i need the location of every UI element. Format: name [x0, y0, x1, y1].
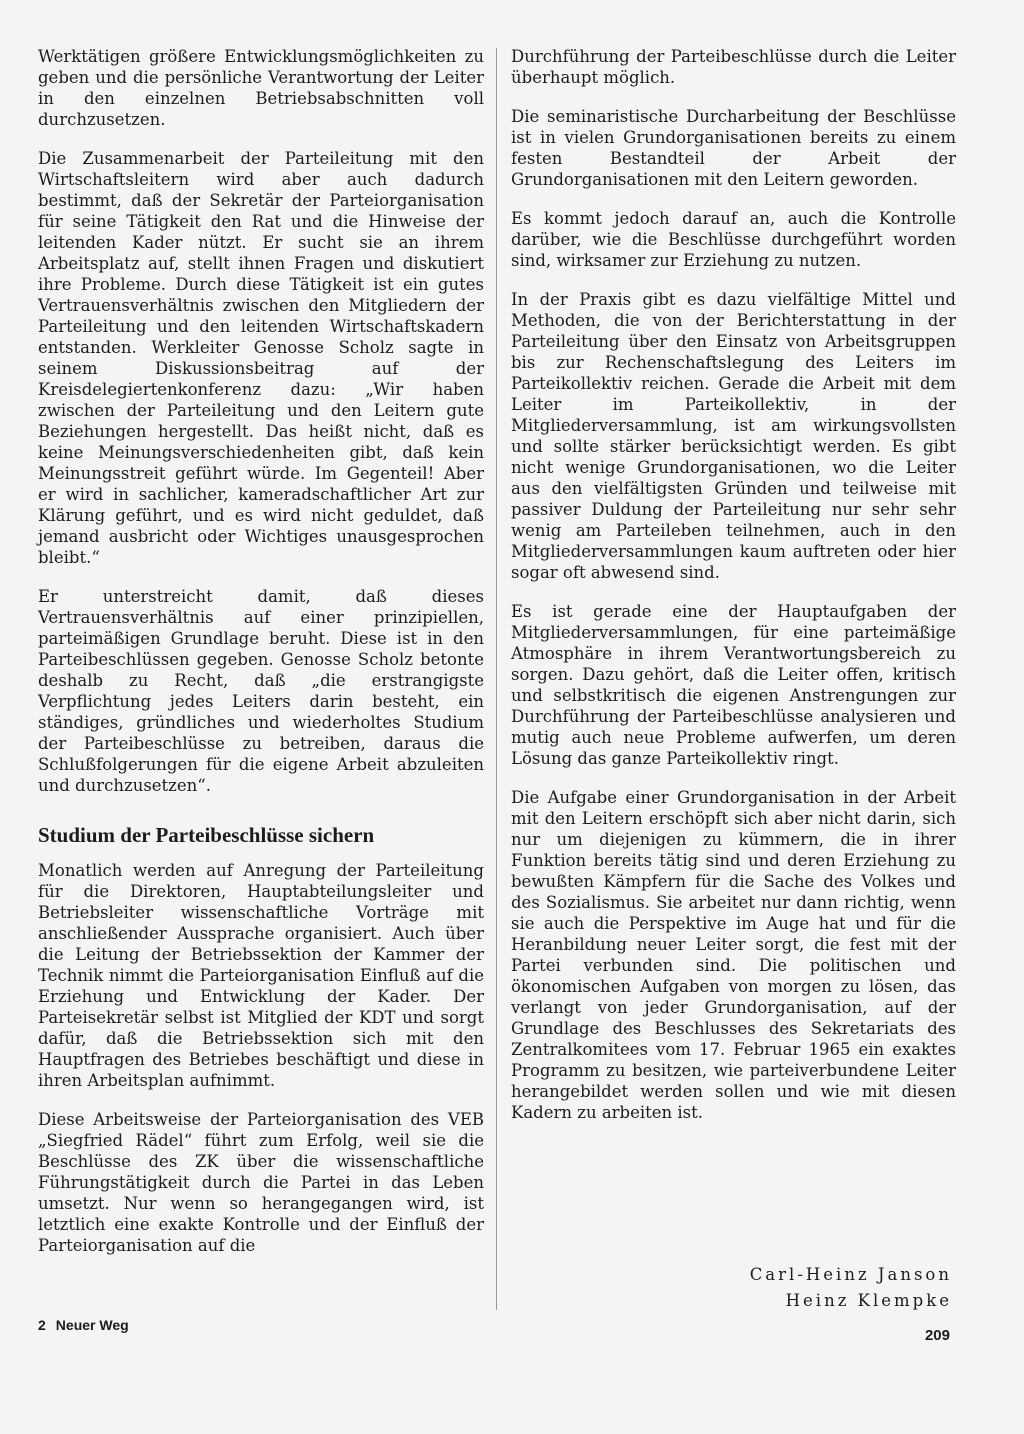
right-column: [511, 46, 956, 1141]
paragraph: Er unterstreicht damit, daß dieses Vertrauensverhältnis auf einer prinzipiellen, parteimäßigen Grundlage beruht. Diese ist in den Parteibeschlüssen gegeben. Genosse Scholz betonte deshalb zu Recht, daß „die erstrangigste Verpflichtung jedes Leiters darin besteht, ein ständiges, gründliches und wiederholtes Studium der Parteibeschlüsse zu betreiben, daraus die Schlußfolgerungen für die eigene Arbeit abzuleiten und durchzusetzen“.: [38, 587, 484, 795]
paragraph: In der Praxis gibt es dazu vielfältige Mittel und Methoden, die von der Berichterstattung in der Parteileitung über den Einsatz von Arbeitsgruppen bis zur Rechenschaftslegung des Leiters im Parteikollektiv reichen. Gerade die Arbeit mit dem Leiter im Parteikollektiv, in der Mitgliederversammlung, ist am wirkungsvollsten und sollte stärker berücksichtigt werden. Es gibt nicht wenige Grundorganisationen, wo die Leiter aus den vielfältigsten Gründen und teilweise mit passiver Duldung der Parteileitung nur sehr sehr wenig am Parteileben teilnehmen, auch in den Mitgliederversammlungen kaum auftreten oder hier sogar oft abwesend sind.: [511, 290, 956, 582]
paragraph: Es ist gerade eine der Hauptaufgaben der Mitgliederversammlungen, für eine parteimäßige Atmosphäre in ihrem Verantwortungsbereich zu sorgen. Dazu gehört, daß die Leiter offen, kritisch und selbstkritisch die eigenen Anstrengungen zur Durchführung der Parteibeschlüsse analysieren und mutig auch neue Probleme aufwerfen, um deren Lösung das ganze Parteikollektiv ringt.: [511, 602, 956, 768]
paragraph: Durchführung der Parteibeschlüsse durch die Leiter überhaupt möglich.: [511, 47, 956, 87]
footer-publication: [38, 1317, 129, 1333]
author-signature: [750, 1262, 952, 1314]
paragraph: Die Aufgabe einer Grundorganisation in der Arbeit mit den Leitern erschöpft sich aber nicht darin, sich nur um diejenigen zu kümmern, die in ihrer Funktion bereits tätig sind und deren Erziehung zu bewußten Kämpfern für die Sache des Volkes und des Sozialismus. Sie arbeitet nur dann richtig, wenn sie auch die Perspektive im Auge hat und für die Heranbildung neuer Leiter sorgt, die fest mit der Partei verbunden sind. Die politischen und ökonomischen Aufgaben von morgen zu lösen, das verlangt von jeder Grundorganisation, auf der Grundlage des Beschlusses des Sekretariats des Zentralkomitees vom 17. Februar 1965 ein exaktes Programm zu besitzen, wie parteiverbundene Leiter herangebildet werden sollen und wie mit diesen Kadern zu arbeiten ist.: [511, 788, 956, 1122]
paragraph: Die seminaristische Durcharbeitung der Beschlüsse ist in vielen Grundorganisationen bereits zu einem festen Bestandteil der Arbeit der Grundorganisationen mit den Leitern geworden.: [511, 107, 956, 189]
author-name: Heinz Klempke: [785, 1291, 952, 1310]
page-number: 209: [924, 1327, 950, 1344]
paragraph: Werktätigen größere Entwicklungsmöglichkeiten zu geben und die persönliche Verantwortung der Leiter in den einzelnen Betriebsabschnitten voll durchzusetzen.: [38, 47, 484, 129]
signature-mark: 2: [38, 1317, 46, 1333]
paragraph: Diese Arbeitsweise der Parteiorganisation des VEB „Siegfried Rädel“ führt zum Erfolg, weil sie die Beschlüsse des ZK über die wissenschaftliche Führungstätigkeit durch die Partei in das Leben umsetzt. Nur wenn so herangegangen wird, ist letztlich eine exakte Kontrolle und der Einfluß der Parteiorganisation auf die: [38, 1110, 484, 1255]
column-divider: [496, 48, 497, 1310]
paragraph: Es kommt jedoch darauf an, auch die Kontrolle darüber, wie die Beschlüsse durchgeführt worden sind, wirksamer zur Erziehung zu nutzen.: [511, 209, 956, 270]
section-heading: Studium der Parteibeschlüsse sichern: [38, 823, 375, 847]
paragraph: Monatlich werden auf Anregung der Parteileitung für die Direktoren, Hauptabteilungsleiter und Betriebsleiter wissenschaftliche Vorträge mit anschließender Aussprache organisiert. Auch über die Leitung der Betriebssektion der Kammer der Technik nimmt die Parteiorganisation Einfluß auf die Erziehung und Entwicklung der Kader. Der Parteisekretär selbst ist Mitglied der KDT und sorgt dafür, daß die Betriebssektion sich mit den Hauptfragen des Betriebes beschäftigt und diese in ihren Arbeitsplan aufnimmt.: [38, 861, 484, 1090]
publication-name: Neuer Weg: [55, 1317, 129, 1333]
paragraph: Die Zusammenarbeit der Parteileitung mit den Wirtschaftsleitern wird aber auch dadurch bestimmt, daß der Sekretär der Parteiorganisation für seine Tätigkeit den Rat und die Hinweise der leitenden Kader nützt. Er sucht sie an ihrem Arbeitsplatz auf, stellt ihnen Fragen und diskutiert ihre Probleme. Durch diese Tätigkeit ist ein gutes Vertrauensverhältnis zwischen den Mitgliedern der Parteileitung und den leitenden Wirtschaftskadern entstanden. Werkleiter Genosse Scholz sagte in seinem Diskussionsbeitrag auf der Kreisdelegiertenkonferenz dazu: „Wir haben zwischen der Parteileitung und den Leitern gute Beziehungen hergestellt. Das heißt nicht, daß es keine Meinungsverschiedenheiten gibt, daß kein Meinungsstreit geführt würde. Im Gegenteil! Aber er wird in sachlicher, kameradschaftlicher Art zur Klärung geführt, und es wird nicht geduldet, daß jemand ausbricht oder Wichtiges unausgesprochen bleibt.“: [38, 149, 484, 567]
author-name: Carl-Heinz Janson: [749, 1265, 952, 1284]
left-column: [38, 46, 484, 1274]
